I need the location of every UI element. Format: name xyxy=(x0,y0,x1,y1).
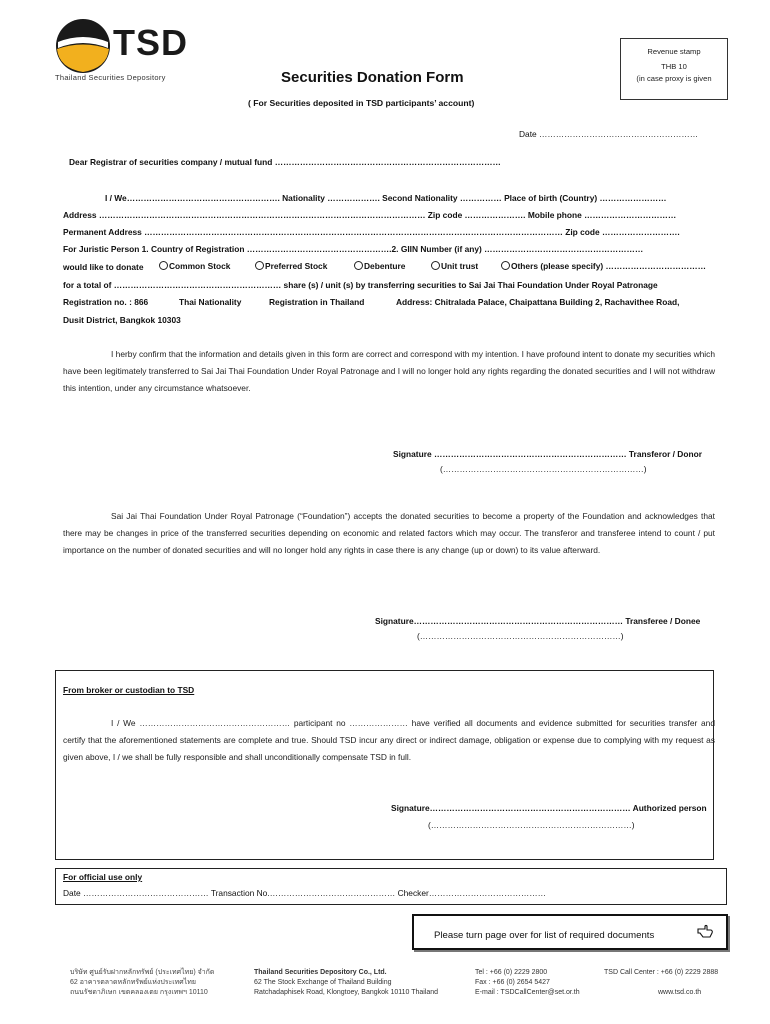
radio-icon[interactable] xyxy=(501,261,510,270)
tsd-logo-icon xyxy=(55,18,111,74)
footer-email[interactable]: E-mail : TSDCallCenter@set.or.th xyxy=(475,989,580,996)
turn-page-text: Please turn page over for list of required documents xyxy=(434,930,655,941)
total-line[interactable]: for a total of …………………………………………………… share (s) / unit (s) by transferring securities to Sai Jai Thai Foundation Under Royal Patronage xyxy=(63,280,658,290)
broker-heading: From broker or custodian to TSD xyxy=(63,685,195,695)
donor-name-line-sig[interactable]: (………………………………………………………………) xyxy=(440,464,647,474)
option-others[interactable]: Others (please specify) ……………………………… xyxy=(501,261,706,271)
confirmation-paragraph: I herby confirm that the information and details given in this form are correct and correspond with my intention. I have profound intent to donate my securities which have been legitimately transferred to Sai Jai Thai Foundation Under Royal Patronage and I will no longer hold any rights regarding the donated securities and I will not withdraw this intention, under any circumstance whatsoever. xyxy=(63,349,715,393)
donor-name-line[interactable]: I / We………………………………………………. Nationality ………………. Second Nationality …………… Place of birth (Country) …………………… xyxy=(105,193,667,203)
stamp-line-3: (in case proxy is given xyxy=(636,74,712,83)
revenue-stamp-box xyxy=(620,38,728,100)
official-use-box xyxy=(55,868,727,905)
footer-th-line-2: 62 อาคารตลาดหลักทรัพย์แห่งประเทศไทย xyxy=(70,979,196,986)
option-common-stock[interactable]: Common Stock xyxy=(159,261,230,271)
donate-prefix: would like to donate xyxy=(63,262,144,272)
radio-icon[interactable] xyxy=(255,261,264,270)
turn-page-notice xyxy=(412,914,728,950)
official-use-heading: For official use only xyxy=(63,872,143,882)
donor-signature-line[interactable]: Signature …………………………………………………………… Transferor / Donor xyxy=(393,449,702,459)
option-debenture[interactable]: Debenture xyxy=(354,261,405,271)
broker-paragraph[interactable]: I / We ……………………………………………… participant no ………………… have verified all documents and evidence submitted for securities transfer and certify that the aforementioned statements are complete and true. Should TSD incur any direct or indirect damage, obligation or expense due to complying with my request as given above, I / we shall be fully responsible and shall unconditionally compensate TSD in full. xyxy=(63,718,715,762)
authorized-name-line[interactable]: (………………………………………………………………) xyxy=(428,820,635,830)
permanent-address-line[interactable]: Permanent Address …………………………………………………………………………………………………………………………………… Zip code ………………………. xyxy=(63,227,680,237)
salutation-line[interactable]: Dear Registrar of securities company / mutual fund ……………………………………………………………………… xyxy=(69,157,501,167)
footer-en-line-3: Ratchadaphisek Road, Klongtoey, Bangkok 10110 Thailand xyxy=(254,989,439,996)
foundation-address: Address: Chitralada Palace, Chaipattana Building 2, Rachavithee Road, xyxy=(396,297,680,307)
authorized-signature-line[interactable]: Signature……………………………………………………………… Authorized person xyxy=(391,803,707,813)
radio-icon[interactable] xyxy=(354,261,363,270)
option-unit-trust[interactable]: Unit trust xyxy=(431,261,478,271)
stamp-line-2: THB 10 xyxy=(661,62,687,71)
date-field[interactable]: Date ………………………………………………… xyxy=(519,129,699,139)
thai-nationality: Thai Nationality xyxy=(179,297,242,307)
registration-in-thailand: Registration in Thailand xyxy=(269,297,365,307)
foundation-address-2: Dusit District, Bangkok 10303 xyxy=(63,315,181,325)
form-subtitle: ( For Securities deposited in TSD participants’ account) xyxy=(248,98,475,108)
option-preferred-stock[interactable]: Preferred Stock xyxy=(255,261,327,271)
registration-no: Registration no. : 866 xyxy=(63,297,149,307)
radio-icon[interactable] xyxy=(159,261,168,270)
footer-th-line-1: บริษัท ศูนย์รับฝากหลักทรัพย์ (ประเทศไทย) จำกัด xyxy=(70,969,215,976)
footer-website[interactable]: www.tsd.co.th xyxy=(658,989,702,996)
donee-signature-line[interactable]: Signature………………………………………………………………… Transferee / Donee xyxy=(375,616,701,626)
footer-call-center: TSD Call Center : +66 (0) 2229 2888 xyxy=(604,969,719,976)
radio-icon[interactable] xyxy=(431,261,440,270)
footer-en-line-1: Thailand Securities Depository Co., Ltd. xyxy=(254,969,387,976)
form-title: Securities Donation Form xyxy=(281,69,464,86)
footer-th-line-3: ถนนรัชดาภิเษก เขตคลองเตย กรุงเทพฯ 10110 xyxy=(70,989,208,996)
footer-tel: Tel : +66 (0) 2229 2800 xyxy=(475,969,548,976)
footer-en-line-2: 62 The Stock Exchange of Thailand Building xyxy=(254,979,392,986)
donor-address-line[interactable]: Address ……………………………………………………………………………………………………… Zip code …………………. Mobile phone …………………………… xyxy=(63,210,677,220)
pointing-hand-icon xyxy=(696,922,714,940)
stamp-line-1: Revenue stamp xyxy=(647,47,701,56)
acceptance-paragraph: Sai Jai Thai Foundation Under Royal Patronage (“Foundation”) accepts the donated securities to become a property of the Foundation and acknowledges that there may be changes in price of the transferred securities depending on economic and related factors which may occur. The transferor and transferee intend to count / put importance on the number of donated securities and will no longer hold any rights in case there is any change (up or down) to its value afterward. xyxy=(63,511,715,555)
logo-subtitle: Thailand Securities Depository xyxy=(55,73,166,82)
footer-fax: Fax : +66 (0) 2654 5427 xyxy=(475,979,550,986)
official-use-line[interactable]: Date ……………………………………… Transaction No.……………………………………… Checker…………………………………… xyxy=(63,888,547,898)
donee-name-line[interactable]: (………………………………………………………………) xyxy=(417,631,624,641)
logo-text: TSD xyxy=(113,22,188,63)
juristic-person-line[interactable]: For Juristic Person 1. Country of Registration …………………………………………….2. GIIN Number (if any) ………………………………………………… xyxy=(63,244,644,254)
